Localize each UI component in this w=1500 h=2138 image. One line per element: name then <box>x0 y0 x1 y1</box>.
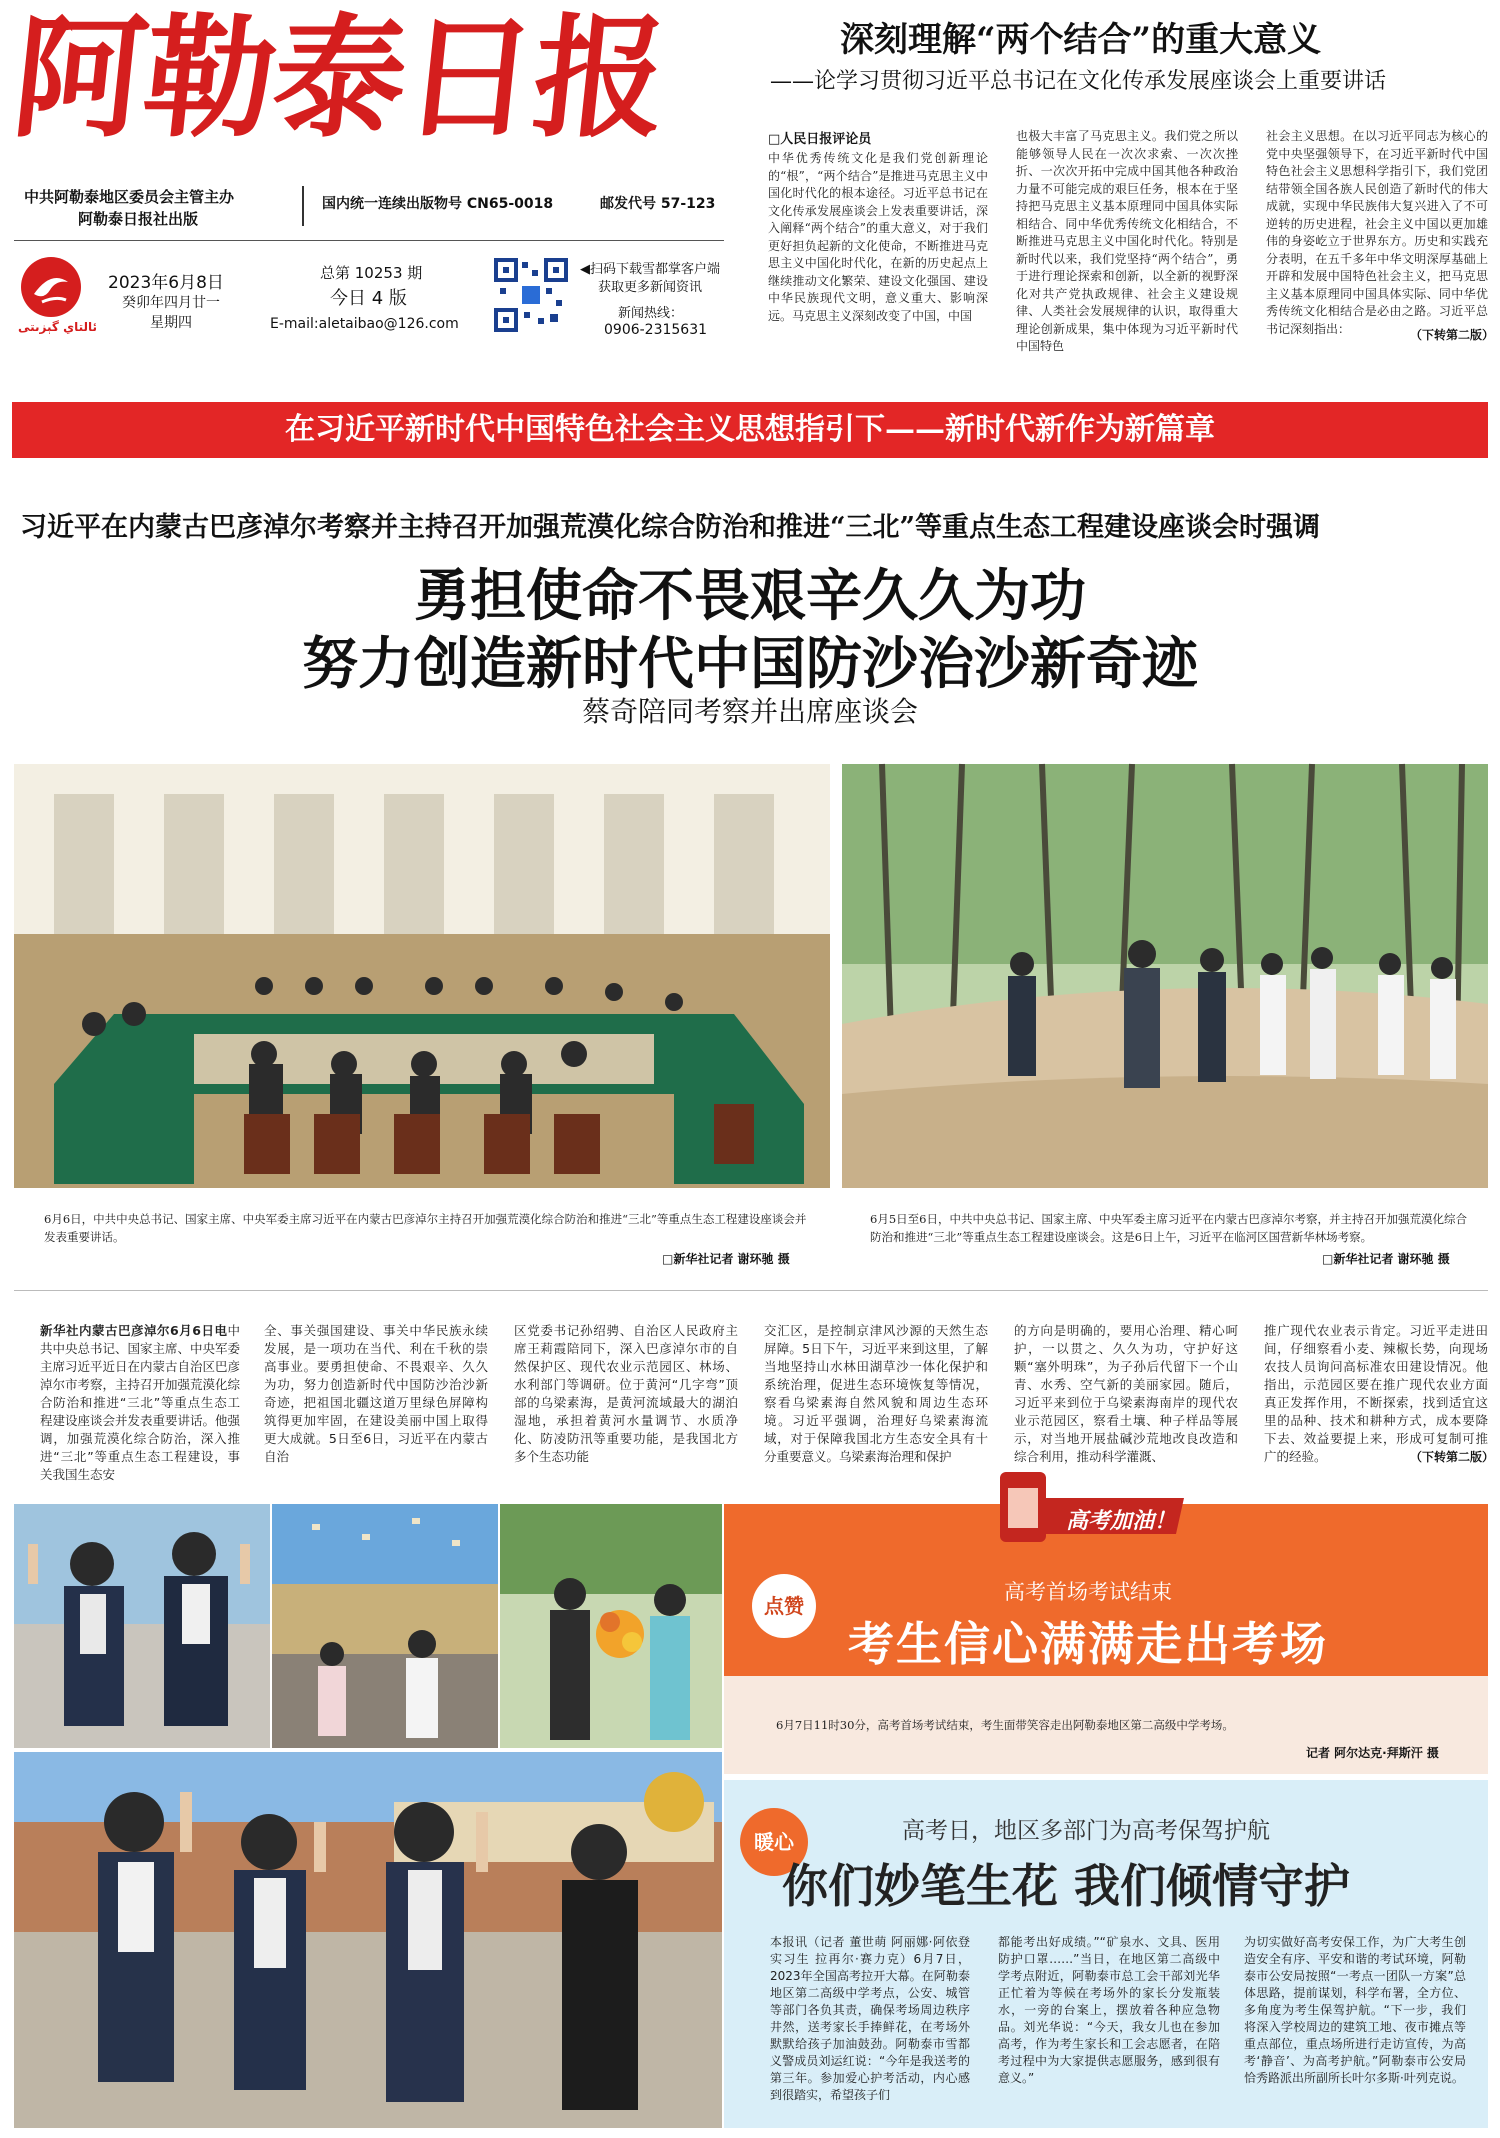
forest-inspection-photo <box>842 764 1488 1188</box>
lead-body-text: 中共中央总书记、国家主席、中央军委主席习近平近日在内蒙古自治区巴彦淖尔市考察，主持召开加强荒漠化综合防治和推进“三北”等重点生态工程建设座谈会并发表重要讲话。他强调，加强荒漠化综合防治，深入推进“三北”等重点生态工程建设，事关我国生态安 <box>40 1323 241 1482</box>
page-count: 今日 4 版 <box>330 288 407 309</box>
service-title: 你们妙笔生花 我们倾情守护 <box>782 1859 1351 1913</box>
qr-prompt-2: 获取更多新闻资讯 <box>598 280 703 295</box>
forest-photo-credit: □新华社记者 谢环驰 摄 <box>1322 1252 1450 1266</box>
divider <box>14 1290 1488 1291</box>
logo-uyghur-text: ئالتاي گېزىتى <box>18 320 97 334</box>
warm-tag: 暖心 <box>740 1808 808 1876</box>
continued-note: （下转第二版） <box>1410 328 1495 342</box>
postal-code: 邮发代号 57-123 <box>600 196 716 212</box>
lead-title-2: 努力创造新时代中国防沙治沙新奇迹 <box>302 632 1198 697</box>
meeting-photo-caption: 6月6日，中共中央总书记、国家主席、中央军委主席习近平在内蒙古巴彦淖尔主持召开加强荒漠化综合防治和推进“三北”等重点生态工程建设座谈会并发表重要讲话。 <box>44 1212 807 1244</box>
lead-kicker: 习近平在内蒙古巴彦淖尔考察并主持召开加强荒漠化综合防治和推进“三北”等重点生态工程建设座谈会时强调 <box>20 512 1321 543</box>
service-column-2: 都能考出好成绩。”“矿泉水、文具、医用防护口罩……”当日，在地区第二高级中学考点附近，阿勒泰市总工会干部刘光华正忙着为等候在考场外的家长分发瓶装水，一旁的台案上，摆放着各种应急物品。刘光华说：“今天，我女儿也在参加高考，作为考生家长和工会志愿者，在陪考过程中为大家提供志愿服务，感到很有意义。” <box>998 1935 1220 2085</box>
commentary-column-1: 中华优秀传统文化是我们党创新理论的“根”，“两个结合”是推进马克思主义中国化时代化的根本途径。习近平总书记在文化传承发展座谈会上发表重要讲话，深入阐释“两个结合”的重大意义，对于我们更好担负起新的文化使命，不断推进马克思主义中国化时代化，在新的历史起点上继续推动文化繁荣、建设文化强国、建设中华民族现代文明，意义重大、影响深远。马克思主义深刻改变了中国，中国 <box>768 151 988 323</box>
hotline-label: 新闻热线： <box>618 306 684 321</box>
lead-body-column-1 <box>40 1322 241 1482</box>
lead-body-column-3: 区党委书记孙绍骋、自治区人民政府主席王莉霞陪同下，深入巴彦淖尔市的自然保护区、现代农业示范园区、林场、水利部门等调研。位于黄河“几字弯”顶部的乌梁素海，是黄河流域最大的湖泊湿地，承担着黄河水量调节、水质净化、防凌防汛等重要功能，是我国北方多个生态功能 <box>514 1323 738 1464</box>
service-column-3: 为切实做好高考安保工作，为广大考生创造安全有序、平安和谐的考试环境，阿勒泰市公安局按照“一考点一团队一方案”总体思路，提前谋划，科学布署，全方位、多角度为考生保驾护航。“下一步，我们将深入学校周边的建筑工地、夜市摊点等重点部位，重点场所进行走访宣传，为高考‘静音’、为高考护航。”阿勒泰市公安局恰秀路派出所副所长叶尔多斯·叶列克说。 <box>1244 1935 1466 2085</box>
commentary-column-3: 社会主义思想。在以习近平同志为核心的党中央坚强领导下，在习近平新时代中国特色社会主义思想科学指引下，我们党团结带领全国各族人民创造了新时代的伟大成就，实现中华民族伟大复兴进入了不可逆转的历史进程，社会主义中国以更加雄伟的身姿屹立于世界东方。历史和实践充分表明，在五千多年中华文明深厚基础上开辟和发展中国特色社会主义，把马克思主义基本原理同中国具体实际、同中华优秀传统文化相结合是必由之路。习近平总书记深刻指出： <box>1266 129 1488 336</box>
lead-body-column-5: 的方向是明确的，要用心治理、精心呵护，一以贯之、久久为功，守护好这颗“塞外明珠”，为子孙后代留下一个山青、水秀、空气新的美丽家园。随后，习近平来到位于乌梁素海南岸的现代农业示范园区，察看土壤、种子样品等展示，对当地开展盐碱沙荒地改良改造和综合利用，推动科学灌溉、 <box>1014 1323 1238 1464</box>
praise-tag: 点赞 <box>752 1574 816 1638</box>
lead-body-column-4: 交汇区，是控制京津风沙源的天然生态屏障。5日下午，习近平来到这里，了解当地坚持山水林田湖草沙一体化保护和系统治理，促进生态环境恢复等情况，察看乌梁素海自然风貌和周边生态环境。习近平强调，治理好乌梁素海流域，对于保障我国北方生态安全具有十分重要意义。乌梁素海治理和保护 <box>764 1323 988 1464</box>
lead-body-column-6: 推广现代农业表示肯定。习近平走进田间，仔细察看小麦、辣椒长势，向现场农技人员询问高标准农田建设情况。他指出，示范园区要在推广现代农业方面真正发挥作用，不断探索，找到适宜这里的品种、技术和耕种方式，成本要降下去、效益要提上来，形成可复制可推广的经验。 <box>1264 1323 1488 1464</box>
issue-date: 2023年6月8日 <box>108 273 224 293</box>
crowd-photo <box>272 1504 498 1748</box>
theme-banner: 在习近平新时代中国特色社会主义思想指引下——新时代新作为新篇章 <box>12 402 1488 458</box>
newspaper-masthead: 阿勒泰日报 <box>5 1 673 156</box>
service-subtitle: 高考日，地区多部门为高考保驾护航 <box>902 1818 1270 1844</box>
meeting-photo <box>14 764 830 1188</box>
gaokao-badge-text: 高考加油！ <box>1066 1509 1177 1534</box>
sponsor-line-2: 阿勒泰日报社出版 <box>78 210 199 228</box>
results-credit: 记者 阿尔达克·拜斯汗 摄 <box>1306 1746 1439 1760</box>
lunar-date: 癸卯年四月廿一 <box>122 295 220 311</box>
commentary-subhead: ——论学习贯彻习近平总书记在文化传承发展座谈会上重要讲话 <box>770 69 1387 94</box>
qr-prompt-1: ◀扫码下载雪都掌客户端 <box>580 262 720 277</box>
weekday: 星期四 <box>150 315 192 331</box>
commentary-column-2: 也极大丰富了马克思主义。我们党之所以能够领导人民在一次次求索、一次次挫折、一次次开拓中完成中国其他各种政治力量不可能完成的艰巨任务，根本在于坚持把马克思主义基本原理同中国具体实际相结合、同中华优秀传统文化相结合，不断推进马克思主义中国化时代化。特别是新时代以来，我们党坚持“两个结合”，勇于进行理论探索和创新，以全新的视野深化对共产党执政规律、社会主义建设规律、人类社会发展规律的认识，取得重大理论创新成果，集中体现为习近平新时代中国特色 <box>1016 129 1238 353</box>
issue-number: 总第 10253 期 <box>320 264 423 282</box>
students-waving-photo <box>14 1752 722 2128</box>
lead-subtitle: 蔡奇陪同考察并出席座谈会 <box>581 695 918 728</box>
lead-continued-note: （下转第二版） <box>1410 1450 1495 1464</box>
commentary-byline: □人民日报评论员 <box>768 132 872 147</box>
students-photo-1 <box>14 1504 270 1748</box>
results-caption: 6月7日11时30分，高考首场考试结束，考生面带笑容走出阿勒泰地区第二高级中学考场。 <box>776 1718 1234 1732</box>
divider <box>302 186 304 226</box>
results-subtitle: 高考首场考试结束 <box>1004 1580 1172 1604</box>
flowers-photo <box>500 1504 722 1748</box>
lead-body-column-2: 全、事关强国建设、事关中华民族永续发展，是一项功在当代、利在千秋的崇高事业。要勇担使命、不畏艰辛、久久为功，努力创造新时代中国防沙治沙新奇迹，把祖国北疆这道万里绿色屏障构筑得更加牢固，在建设美丽中国上取得更大成就。5日至6日，习近平在内蒙古自治 <box>264 1323 488 1464</box>
sponsor-line-1: 中共阿勒泰地区委员会主管主办 <box>24 188 235 206</box>
qr-code-icon[interactable] <box>494 258 568 332</box>
meeting-photo-credit: □新华社记者 谢环驰 摄 <box>662 1252 790 1266</box>
results-title: 考生信心满满走出考场 <box>848 1617 1328 1671</box>
newspaper-logo-icon <box>20 256 82 318</box>
forest-photo-caption: 6月5日至6日，中共中央总书记、国家主席、中央军委主席习近平在内蒙古巴彦淖尔考察，并主持召开加强荒漠化综合防治和推进“三北”等重点生态工程建设座谈会。这是6日上午，习近平在临河区国营新华林场考察。 <box>870 1212 1467 1244</box>
issn-number: 国内统一连续出版物号 CN65-0018 <box>322 196 554 212</box>
lead-dateline: 新华社内蒙古巴彦淖尔6月6日电 <box>40 1323 228 1338</box>
service-column-1: 本报讯（记者 董世萌 阿丽娜·阿依登 实习生 拉再尔·赛力克）6月7日，2023年全国高考拉开大幕。在阿勒泰地区第二高级中学考点，公安、城管等部门各负其责，确保考场周边秩序井然，送考家长手捧鲜花，在考场外默默给孩子加油鼓劲。阿勒泰市雪都义警成员刘运红说：“今年是我送考的第三年。参加爱心护考活动，内心感到很踏实，希望孩子们 <box>770 1935 970 2102</box>
lead-title-1: 勇担使命不畏艰辛久久为功 <box>414 564 1086 629</box>
email: E-mail:aletaibao@126.com <box>270 316 459 332</box>
commentary-headline: 深刻理解“两个结合”的重大意义 <box>840 20 1322 60</box>
hotline-number: 0906-2315631 <box>604 322 708 338</box>
divider <box>14 240 724 241</box>
